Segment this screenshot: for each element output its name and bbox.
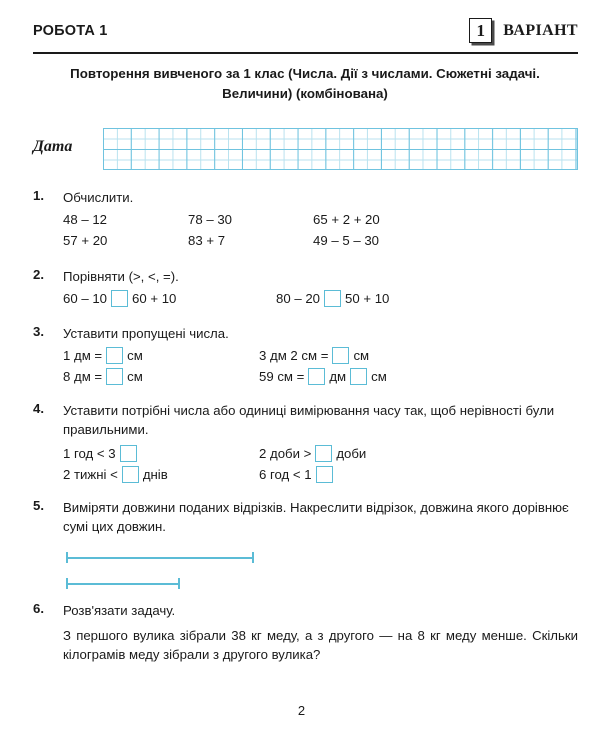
conversion-item: [259, 347, 369, 364]
answer-box[interactable]: [332, 347, 349, 364]
task-5-number: 5.: [33, 498, 44, 513]
task-6: [33, 601, 578, 664]
segment-end-tick: [66, 552, 68, 563]
conversion-unit: см: [353, 348, 370, 363]
task-3-row: [63, 366, 578, 387]
task-2-number: 2.: [33, 267, 44, 282]
inequality-item: [259, 466, 337, 483]
comparison-left: 80 – 20: [276, 291, 320, 306]
task-1-number: 1.: [33, 188, 44, 203]
expression: 65 + 2 + 20: [313, 212, 380, 227]
task-6-prompt: Розв'язати задачу.: [63, 603, 176, 618]
conversion-left: 59 см =: [259, 369, 305, 384]
work-label: РОБОТА 1: [33, 23, 108, 39]
answer-box[interactable]: [106, 368, 123, 385]
page-number: 2: [297, 703, 306, 718]
task-1: [33, 188, 578, 251]
task-2: [33, 267, 578, 309]
page-title: Повторення вивченого за 1 клас (Числа. Дії з числами. Сюжетні задачі. Величини) (комбінована): [70, 66, 540, 101]
inequality-after: доби: [336, 446, 367, 461]
task-4-number: 4.: [33, 401, 44, 416]
comparison-left: 60 – 10: [63, 291, 107, 306]
segment-end-tick: [66, 578, 68, 589]
conversion-unit: см: [127, 348, 143, 363]
conversion-left: 8 дм =: [63, 369, 103, 384]
task-3-number: 3.: [33, 324, 44, 339]
task-1-prompt: Обчислити.: [63, 190, 134, 205]
task-3: [33, 324, 578, 387]
variant-label: ВАРІАНТ: [503, 21, 578, 39]
conversion-unit: дм: [329, 369, 347, 384]
task-1-row: [63, 230, 578, 251]
task-3-prompt: Уставити пропущені числа.: [63, 326, 229, 341]
inequality-item: [259, 445, 366, 462]
answer-box[interactable]: [111, 290, 128, 307]
date-grid-field[interactable]: [103, 128, 578, 170]
measured-segment-2: [66, 578, 180, 589]
segment-end-tick: [252, 552, 254, 563]
answer-box[interactable]: [324, 290, 341, 307]
inequality-left: 2 тижні <: [63, 467, 118, 482]
segment-end-tick: [178, 578, 180, 589]
answer-box[interactable]: [316, 466, 333, 483]
answer-box[interactable]: [315, 445, 332, 462]
task-1-row: [63, 209, 578, 230]
task-4-row: [63, 443, 578, 464]
inequality-left: 1 год < 3: [63, 446, 116, 461]
page-header: [33, 18, 578, 52]
measured-segment-1: [66, 552, 254, 563]
conversion-item: [63, 347, 259, 364]
inequality-after: днів: [142, 467, 168, 482]
variant-number-box: 1: [469, 18, 492, 43]
variant-group: [469, 18, 578, 43]
expression: 78 – 30: [188, 212, 232, 227]
segment-line: [66, 557, 254, 559]
comparison-item: [276, 290, 389, 307]
expression: 49 – 5 – 30: [313, 233, 379, 248]
inequality-item: [63, 445, 259, 462]
comparison-right: 60 + 10: [132, 291, 177, 306]
comparison-item: [63, 290, 276, 307]
comparison-right: 50 + 10: [345, 291, 390, 306]
answer-box[interactable]: [106, 347, 123, 364]
answer-box[interactable]: [350, 368, 367, 385]
conversion-item: [63, 368, 259, 385]
answer-box[interactable]: [122, 466, 139, 483]
segment-line: [66, 583, 180, 585]
inequality-left: 6 год < 1: [259, 467, 312, 482]
expression: 57 + 20: [63, 233, 108, 248]
answer-box[interactable]: [308, 368, 325, 385]
conversion-left: 3 дм 2 см =: [259, 348, 329, 363]
task-4: [33, 401, 578, 485]
task-5: [33, 498, 578, 536]
expression: 48 – 12: [63, 212, 107, 227]
answer-box[interactable]: [120, 445, 137, 462]
task-6-number: 6.: [33, 601, 44, 616]
header-divider: [33, 52, 578, 54]
task-4-prompt: Уставити потрібні числа або одиниці вимірювання часу так, щоб нерівності були правильними.: [63, 403, 555, 437]
conversion-unit-2: см: [371, 369, 387, 384]
task-5-prompt: Виміряти довжини поданих відрізків. Накреслити відрізок, довжина якого дорівнює сумі цих довжин.: [63, 500, 569, 534]
inequality-item: [63, 466, 259, 483]
task-4-row: [63, 464, 578, 485]
conversion-unit: см: [127, 369, 143, 384]
date-label: Дата: [33, 138, 73, 155]
conversion-item: [259, 368, 387, 385]
conversion-left: 1 дм =: [63, 348, 103, 363]
expression: 83 + 7: [188, 233, 226, 248]
task-2-row: [63, 288, 578, 309]
task-6-problem-text: З першого вулика зібрали 38 кг меду, а з другого — на 8 кг меду менше. Скільки кілограмів меду зібрали з другого вулика?: [63, 628, 578, 662]
task-2-prompt: Порівняти (>, <, =).: [63, 269, 179, 284]
task-3-row: [63, 345, 578, 366]
inequality-left: 2 доби >: [259, 446, 312, 461]
